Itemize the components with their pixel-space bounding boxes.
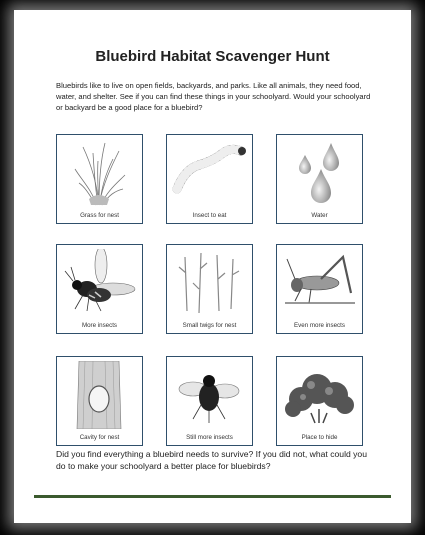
caterpillar-icon xyxy=(171,139,248,207)
card-label: Water xyxy=(311,212,328,219)
worksheet-page xyxy=(14,10,411,523)
wasp-icon xyxy=(61,249,138,317)
card-label: Insect to eat xyxy=(192,212,227,219)
card-label: Even more insects xyxy=(294,322,345,329)
card-twigs xyxy=(166,244,253,334)
grasshopper-icon xyxy=(281,249,358,317)
card-cavity xyxy=(56,356,143,446)
card-label: Cavity for nest xyxy=(79,434,120,441)
shrub-icon xyxy=(281,361,358,429)
closing-question: Did you find everything a bluebird needs to survive? If you did not, what could you do to make your schoolyard a better place for bluebirds? xyxy=(56,449,367,471)
card-label: Place to hide xyxy=(301,434,338,441)
water-drops-icon xyxy=(281,139,358,207)
card-still-more-insects xyxy=(166,356,253,446)
page-title: Bluebird Habitat Scavenger Hunt xyxy=(95,48,330,65)
card-even-more-insects xyxy=(276,244,363,334)
card-label: Still more insects xyxy=(186,434,233,441)
tree-cavity-icon xyxy=(61,361,138,429)
grass-icon xyxy=(61,139,138,207)
card-place-to-hide xyxy=(276,356,363,446)
card-more-insects xyxy=(56,244,143,334)
card-label: More insects xyxy=(81,322,118,329)
card-insect xyxy=(166,134,253,224)
fly-icon xyxy=(171,361,248,429)
twigs-icon xyxy=(171,249,248,317)
scavenger-grid xyxy=(56,134,364,441)
card-label: Grass for nest xyxy=(80,212,119,219)
intro-paragraph: Bluebirds like to live on open fields, backyards, and parks. Like all animals, they need food, water, and shelter. See if you can find these things in your schoolyard. Would your schoolyard or backyard be a good place for a bluebird? xyxy=(56,81,371,112)
card-label: Small twigs for nest xyxy=(182,322,237,329)
card-water xyxy=(276,134,363,224)
footer-rule xyxy=(34,495,391,498)
card-grass xyxy=(56,134,143,224)
